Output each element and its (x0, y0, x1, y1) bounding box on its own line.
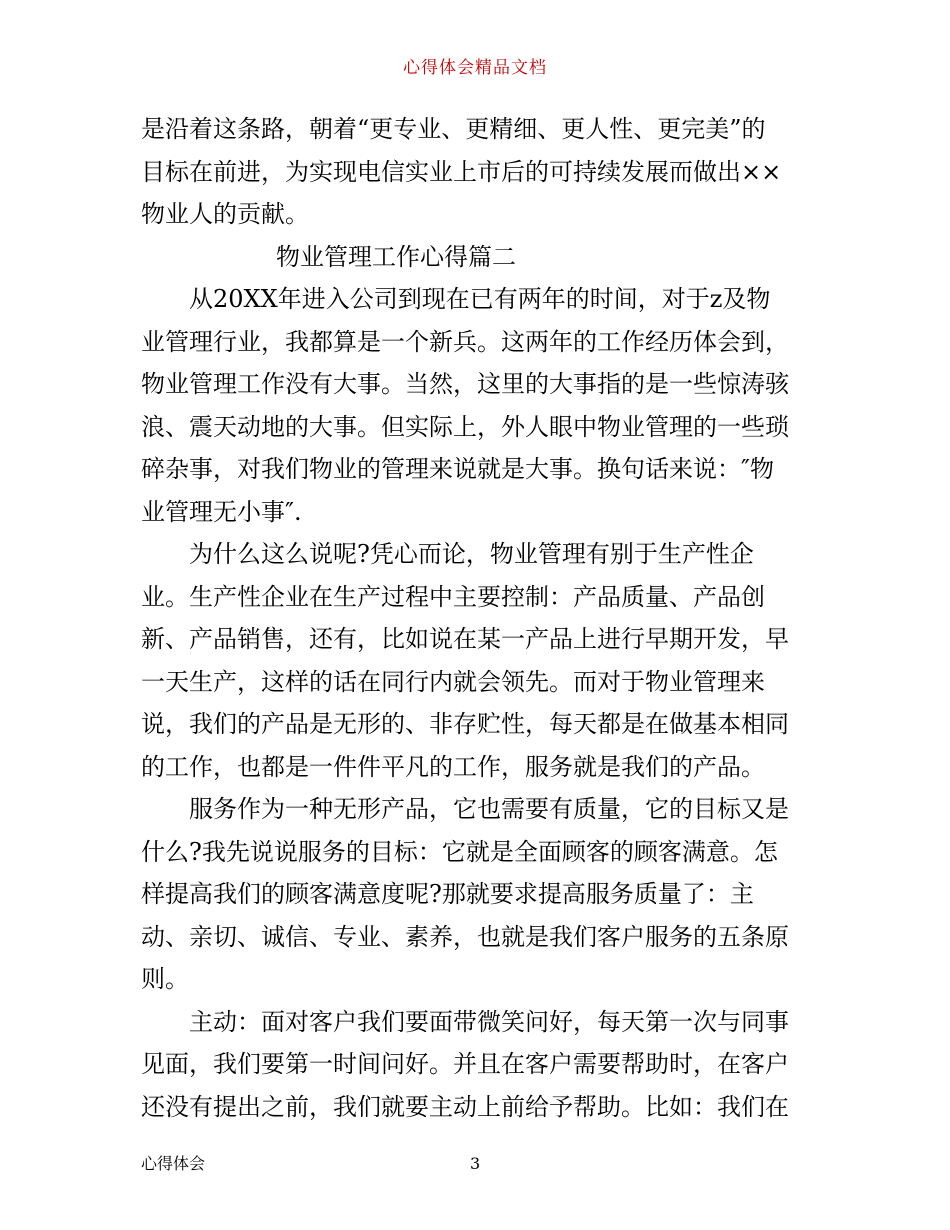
text-line: 样提高我们的顾客满意度呢?那就要求提高服务质量了：主 (141, 880, 754, 908)
document-header-title: 心得体会精品文档 (403, 58, 547, 78)
document-body (141, 108, 811, 1128)
text-line: 还没有提出之前，我们就要主动上前给予帮助。比如：我们在 (141, 1092, 789, 1121)
text-line: 新、产品销售，还有，比如说在某一产品上进行早期开发，早 (141, 625, 789, 653)
text-line: 说，我们的产品是无形的、非存贮性，每天都是在做基本相同 (141, 710, 789, 738)
text-line: 什么?我先说说服务的目标：它就是全面顾客的顾客满意。怎 (141, 837, 778, 866)
text-line: 的工作，也都是一件件平凡的工作，服务就是我们的产品。 (141, 752, 765, 781)
paragraph-start-line: 主动：面对客户我们要面带微笑问好，每天第一次与同事 (189, 1007, 789, 1036)
text-line: 一天生产，这样的话在同行内就会领先。而对于物业管理来 (141, 667, 765, 696)
text-line: 业管理行业，我都算是一个新兵。这两年的工作经历体会到， (141, 327, 789, 356)
section-heading: 物业管理工作心得篇二 (276, 242, 516, 271)
text-line: 浪、震天动地的大事。但实际上，外人眼中物业管理的一些琐 (141, 412, 789, 441)
text-line: 是沿着这条路，朝着“更专业、更精细、更人性、更完美”的 (141, 115, 766, 143)
text-line: 物业管理工作没有大事。当然，这里的大事指的是一些惊涛骇 (141, 370, 789, 398)
page-number: 3 (470, 1154, 481, 1173)
text-line: 目标在前进，为实现电信实业上市后的可持续发展而做出×× (141, 157, 782, 186)
text-line: 业。生产性企业在生产过程中主要控制：产品质量、产品创 (141, 582, 765, 611)
footer-label: 心得体会 (141, 1154, 206, 1173)
text-line: 动、亲切、诚信、专业、素养，也就是我们客户服务的五条原 (141, 922, 789, 951)
paragraph-start-line: 为什么这么说呢?凭心而论，物业管理有别于生产性企 (189, 540, 754, 568)
paragraph-start-line: 服务作为一种无形产品，它也需要有质量，它的目标又是 (189, 795, 789, 823)
text-line: 见面，我们要第一时间问好。并且在客户需要帮助时，在客户 (141, 1050, 789, 1078)
text-line: 物业人的贡献。 (141, 200, 309, 228)
text-line: 则。 (141, 965, 189, 993)
paragraph-start-line: 从20XX年进入公司到现在已有两年的时间，对于z及物 (189, 285, 771, 313)
text-line: 碎杂事，对我们物业的管理来说就是大事。换句话来说：″物 (141, 455, 774, 483)
text-line: 业管理无小事″. (141, 497, 302, 526)
